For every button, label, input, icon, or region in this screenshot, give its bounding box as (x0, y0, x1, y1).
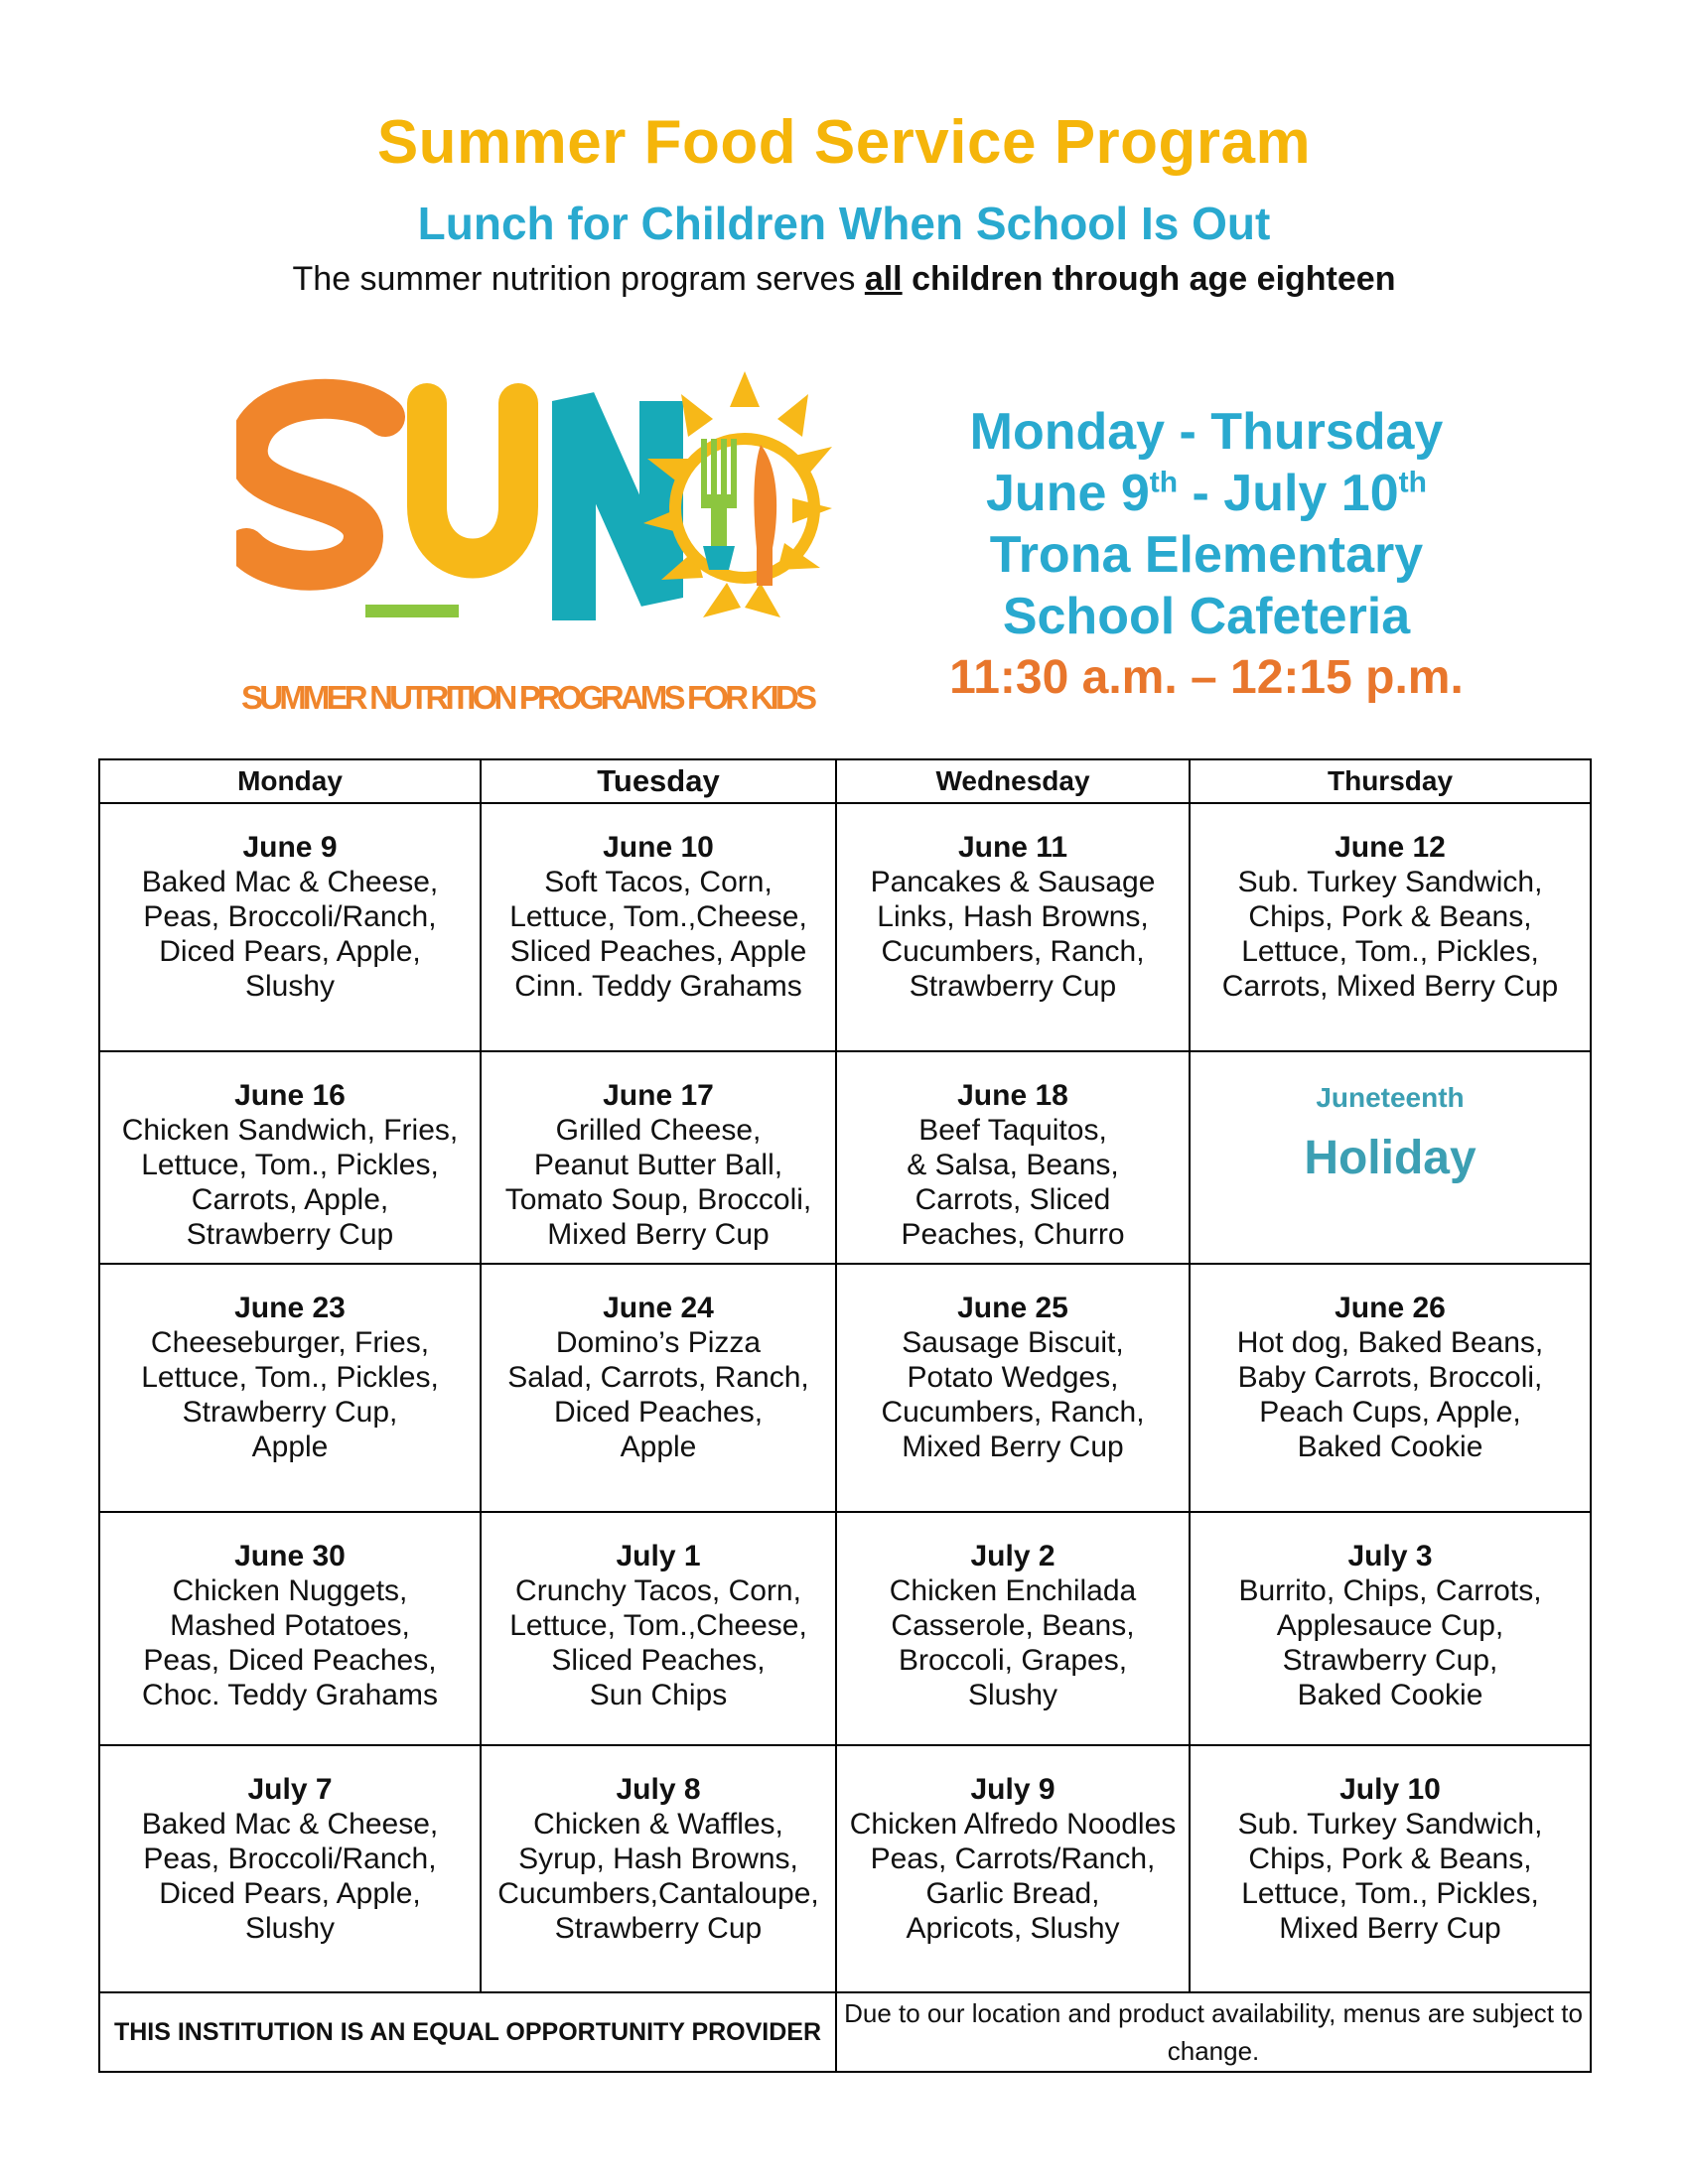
menu-date: June 18 (957, 1079, 1068, 1112)
menu-cell (1190, 803, 1591, 1051)
serving-time: 11:30 a.m. – 12:15 p.m. (949, 651, 1464, 704)
menu-date: June 23 (234, 1292, 346, 1324)
menu-items: Grilled Cheese, Peanut Butter Ball, Tomato Soup, Broccoli, Mixed Berry Cup (504, 1114, 812, 1251)
page-title: Summer Food Service Program (376, 108, 1312, 177)
header-thursday: Thursday (1190, 759, 1591, 803)
menu-cell (836, 803, 1190, 1051)
menu-date: June 11 (957, 831, 1068, 864)
menu-items: Soft Tacos, Corn, Lettuce, Tom.,Cheese, Sliced Peaches, Apple Cinn. Teddy Grahams (509, 866, 807, 1003)
menu-table (98, 758, 1592, 2073)
menu-date: June 12 (1335, 831, 1446, 864)
start-date: June 9 (986, 465, 1150, 522)
program-dates (844, 463, 1569, 524)
menu-cell (1190, 1264, 1591, 1512)
sun-logo (236, 359, 832, 722)
menu-date: July 10 (1339, 1773, 1441, 1806)
menu-date: July 7 (247, 1773, 333, 1806)
menu-items: Baked Mac & Cheese, Peas, Broccoli/Ranch, Diced Pears, Apple, Slushy (141, 866, 439, 1003)
menu-date: June 25 (957, 1292, 1068, 1324)
logo-letter-n (574, 401, 661, 620)
menu-cell (99, 803, 481, 1051)
menu-items: Domino’s Pizza Salad, Carrots, Ranch, Diced Peaches, Apple (507, 1326, 809, 1463)
menu-items: Burrito, Chips, Carrots, Applesauce Cup, Strawberry Cup, Baked Cookie (1238, 1574, 1542, 1711)
menu-items: Chicken Nuggets, Mashed Potatoes, Peas, Diced Peaches, Choc. Teddy Grahams (142, 1574, 438, 1711)
logo-letter-s (246, 399, 385, 571)
menu-items: Cheeseburger, Fries, Lettuce, Tom., Pickles, Strawberry Cup, Apple (141, 1326, 439, 1463)
menu-items: Sub. Turkey Sandwich, Chips, Pork & Beans, Lettuce, Tom., Pickles, Mixed Berry Cup (1237, 1808, 1543, 1945)
menu-date: July 2 (970, 1540, 1055, 1572)
menu-cell (99, 1512, 481, 1745)
table-row (99, 1512, 1591, 1745)
menu-cell (481, 803, 836, 1051)
end-date-suffix: th (1398, 466, 1427, 499)
holiday-cell (1190, 1051, 1591, 1264)
logo-fork-icon (701, 439, 737, 551)
tagline-emphasis: all (864, 260, 903, 298)
menu-cell (481, 1051, 836, 1264)
menu-date: June 26 (1335, 1292, 1446, 1324)
menu-cell (836, 1512, 1190, 1745)
menu-cell (481, 1264, 836, 1512)
table-row (99, 1264, 1591, 1512)
start-date-suffix: th (1149, 466, 1179, 499)
page-subtitle: Lunch for Children When School Is Out (417, 198, 1271, 249)
menu-items: Chicken & Waffles, Syrup, Hash Browns, Cucumbers,Cantaloupe, Strawberry Cup (497, 1808, 819, 1945)
menu-date: July 3 (1347, 1540, 1433, 1572)
menu-items: Pancakes & Sausage Links, Hash Browns, Cucumbers, Ranch, Strawberry Cup (870, 866, 1156, 1003)
menu-date: June 9 (242, 831, 338, 864)
menu-date: June 24 (603, 1292, 714, 1324)
menu-date: June 10 (603, 831, 714, 864)
menu-items: Baked Mac & Cheese, Peas, Broccoli/Ranch, Diced Pears, Apple, Slushy (141, 1808, 439, 1945)
program-days: Monday - Thursday (969, 403, 1444, 461)
table-row (99, 1745, 1591, 1992)
menu-cell (481, 1745, 836, 1992)
header-monday: Monday (99, 759, 481, 803)
menu-date: June 16 (234, 1079, 346, 1112)
menu-items: Chicken Enchilada Casserole, Beans, Broccoli, Grapes, Slushy (889, 1574, 1137, 1711)
header-wednesday: Wednesday (836, 759, 1190, 803)
location-line-2: School Cafeteria (1002, 588, 1411, 645)
end-date: July 10 (1223, 465, 1399, 522)
menu-cell (481, 1512, 836, 1745)
date-dash: - (1178, 465, 1224, 522)
footer-row (99, 1992, 1591, 2072)
logo-caption: SUMMER NUTRITION PROGRAMS FOR KIDS (241, 679, 817, 716)
table-row (99, 803, 1591, 1051)
menu-cell (99, 1051, 481, 1264)
menu-cell (836, 1051, 1190, 1264)
tagline-post: children through age eighteen (902, 260, 1396, 298)
menu-cell (836, 1745, 1190, 1992)
menu-items: Sausage Biscuit, Potato Wedges, Cucumbers, Ranch, Mixed Berry Cup (881, 1326, 1145, 1463)
table-row (99, 1051, 1591, 1264)
logo-letter-u (427, 403, 518, 559)
menu-items: Crunchy Tacos, Corn, Lettuce, Tom.,Cheese, Sliced Peaches, Sun Chips (509, 1574, 807, 1711)
holiday-label: Holiday (1304, 1132, 1477, 1184)
sun-logo-graphic (236, 359, 832, 722)
menu-items: Beef Taquitos, & Salsa, Beans, Carrots, Sliced Peaches, Churro (901, 1114, 1125, 1251)
logo-knife-handle (757, 548, 773, 586)
menu-cell (99, 1745, 481, 1992)
equal-opportunity-notice: THIS INSTITUTION IS AN EQUAL OPPORTUNITY PROVIDER (99, 1992, 836, 2072)
header-tuesday: Tuesday (481, 759, 836, 803)
menu-cell (1190, 1745, 1591, 1992)
logo-underline-bar (365, 605, 459, 617)
program-info (844, 401, 1569, 709)
menu-date: July 8 (616, 1773, 701, 1806)
location-line-1: Trona Elementary (989, 526, 1424, 584)
tagline (0, 260, 1688, 299)
menu-cell (99, 1264, 481, 1512)
menu-date: July 9 (970, 1773, 1055, 1806)
menu-date: July 1 (616, 1540, 701, 1572)
menu-date: June 17 (603, 1079, 714, 1112)
holiday-name: Juneteenth (1316, 1082, 1465, 1113)
menu-items: Hot dog, Baked Beans, Baby Carrots, Broccoli, Peach Cups, Apple, Baked Cookie (1236, 1326, 1544, 1463)
logo-knife-icon (754, 445, 776, 548)
menu-change-notice: Due to our location and product availability, menus are subject to change. (836, 1992, 1591, 2072)
menu-items: Chicken Alfredo Noodles Peas, Carrots/Ranch, Garlic Bread, Apricots, Slushy (849, 1808, 1177, 1945)
menu-date: June 30 (234, 1540, 346, 1572)
tagline-pre: The summer nutrition program serves (292, 260, 865, 298)
menu-items: Sub. Turkey Sandwich, Chips, Pork & Beans, Lettuce, Tom., Pickles, Carrots, Mixed Berry Cup (1221, 866, 1559, 1003)
menu-header-row (99, 759, 1591, 803)
menu-cell (836, 1264, 1190, 1512)
menu-items: Chicken Sandwich, Fries, Lettuce, Tom., Pickles, Carrots, Apple, Strawberry Cup (121, 1114, 459, 1251)
menu-cell (1190, 1512, 1591, 1745)
